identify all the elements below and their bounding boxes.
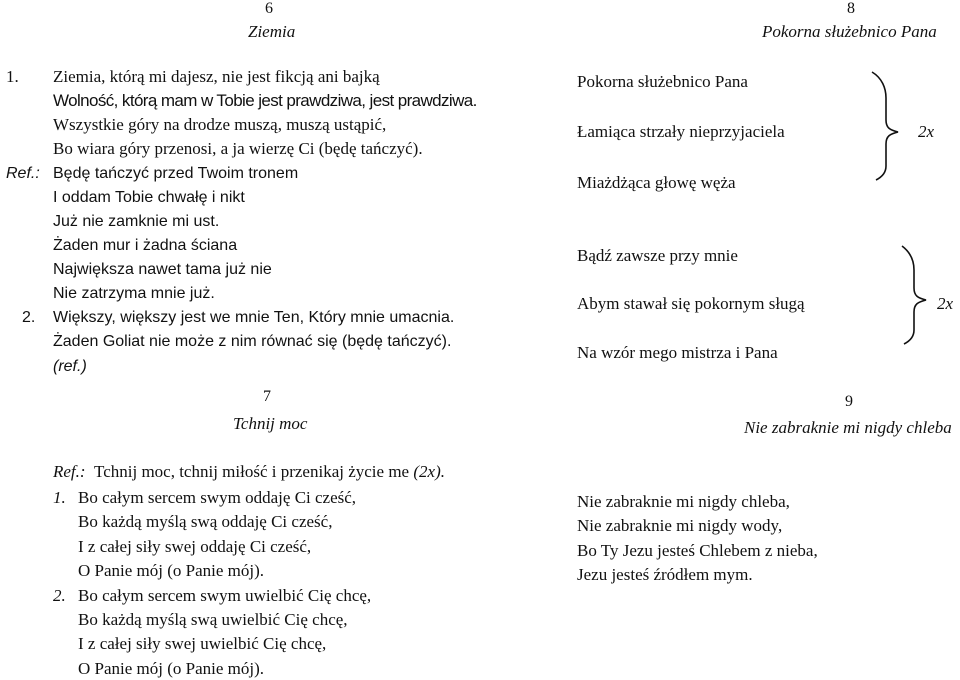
- song-9-title: Nie zabraknie mi nigdy chleba: [744, 418, 952, 437]
- lyric-text: O Panie mój (o Panie mój).: [78, 659, 265, 678]
- song-8-line: Abym stawał się pokornym sługą: [577, 294, 805, 313]
- lyric-text: Większy, większy jest we mnie Ten, Który mnie umacnia.: [53, 309, 455, 326]
- lyric-line: [53, 186, 245, 209]
- lyric-line: [53, 162, 298, 185]
- lyric-line: [78, 657, 264, 680]
- lyric-text: Żaden Goliat nie może z nim równać się (będę tańczyć).: [53, 333, 452, 350]
- song-7-number: 7: [263, 388, 271, 405]
- lyric-text: Tchnij moc, tchnij miłość i przenikaj życie me: [94, 462, 414, 481]
- lyric-line: [78, 559, 264, 582]
- repeat-brace-icon: [870, 70, 910, 180]
- lyric-text: Ziemia, którą mi dajesz, nie jest fikcją ani bajką: [53, 67, 380, 86]
- repeat-brace-icon: [900, 244, 936, 344]
- song-9-number: 9: [845, 393, 853, 410]
- song-8-number: 8: [847, 0, 855, 17]
- lyric-line: [53, 137, 423, 160]
- lyric-line: Bo Ty Jezu jesteś Chlebem z nieba,: [577, 541, 818, 560]
- verse-marker: 2.: [22, 309, 36, 326]
- lyric-line: [53, 65, 380, 88]
- lyric-text: Bo wiara góry przenosi, a ja wierzę Ci (będę tańczyć).: [53, 139, 423, 158]
- lyric-text: (ref.): [53, 358, 87, 375]
- song-8-line: Łamiąca strzały nieprzyjaciela: [577, 122, 785, 141]
- lyric-line: [53, 113, 386, 136]
- lyric-line: [78, 510, 332, 533]
- lyric-line: [53, 89, 477, 112]
- lyric-line: [78, 632, 326, 655]
- lyric-text: Będę tańczyć przed Twoim tronem: [53, 165, 299, 182]
- lyric-line: [53, 282, 215, 305]
- lyric-text: I oddam Tobie chwałę i nikt: [53, 189, 245, 206]
- lyric-line: [78, 486, 356, 509]
- lyric-text: Żaden mur i żadna ściana: [53, 237, 238, 254]
- song-6-number: 6: [265, 0, 273, 17]
- lyric-line: Nie zabraknie mi nigdy wody,: [577, 516, 783, 535]
- lyric-line: [53, 234, 237, 257]
- song-8-line: Miażdżąca głowę węża: [577, 173, 736, 192]
- lyric-text: Bo każdą myślą swą uwielbić Cię chcę,: [78, 610, 348, 629]
- song-6-title: Ziemia: [248, 22, 296, 41]
- lyric-line: [78, 535, 311, 558]
- song-8-line: Na wzór mego mistrza i Pana: [577, 343, 778, 362]
- lyric-line: [53, 330, 451, 353]
- lyric-text: Największa nawet tama już nie: [53, 261, 272, 278]
- lyric-text: Już nie zamknie mi ust.: [53, 213, 220, 230]
- lyric-line: [53, 306, 454, 329]
- lyric-line: [53, 355, 87, 378]
- song-7-title: Tchnij moc: [233, 414, 308, 433]
- lyric-line: [78, 608, 348, 631]
- verse-marker: 1.: [53, 488, 66, 507]
- lyric-line: [53, 210, 219, 233]
- verse-marker: 1.: [6, 67, 19, 86]
- lyric-text: Wolność, którą mam w Tobie jest prawdziwa, jest prawdziwa.: [53, 91, 477, 110]
- song-8-line: Bądź zawsze przy mnie: [577, 246, 738, 265]
- lyric-text: Bo każdą myślą swą oddaję Ci cześć,: [78, 512, 333, 531]
- verse-marker: 2.: [53, 586, 66, 605]
- song-8-repeat-label: 2x: [937, 294, 954, 313]
- song-8-repeat-label: 2x: [918, 122, 935, 141]
- lyric-line: [94, 460, 445, 483]
- lyric-line: [78, 584, 371, 607]
- lyric-text: Nie zatrzyma mnie już.: [53, 285, 215, 302]
- lyric-text: I z całej siły swej oddaję Ci cześć,: [78, 537, 312, 556]
- lyric-text: Bo całym sercem swym uwielbić Cię chcę,: [78, 586, 372, 605]
- song-8-title: Pokorna służebnico Pana: [762, 22, 937, 41]
- verse-marker: Ref.:: [53, 462, 86, 481]
- lyric-text: Bo całym sercem swym oddaję Ci cześć,: [78, 488, 357, 507]
- lyric-line: Nie zabraknie mi nigdy chleba,: [577, 492, 790, 511]
- lyric-line: Jezu jesteś źródłem mym.: [577, 565, 753, 584]
- lyric-line: [53, 258, 272, 281]
- verse-marker: Ref.:: [6, 165, 40, 182]
- repeat-note: (2x).: [413, 462, 445, 481]
- lyric-text: O Panie mój (o Panie mój).: [78, 561, 265, 580]
- song-8-line: Pokorna służebnico Pana: [577, 72, 748, 91]
- lyric-text: Wszystkie góry na drodze muszą, muszą ustąpić,: [53, 115, 387, 134]
- lyric-text: I z całej siły swej uwielbić Cię chcę,: [78, 634, 327, 653]
